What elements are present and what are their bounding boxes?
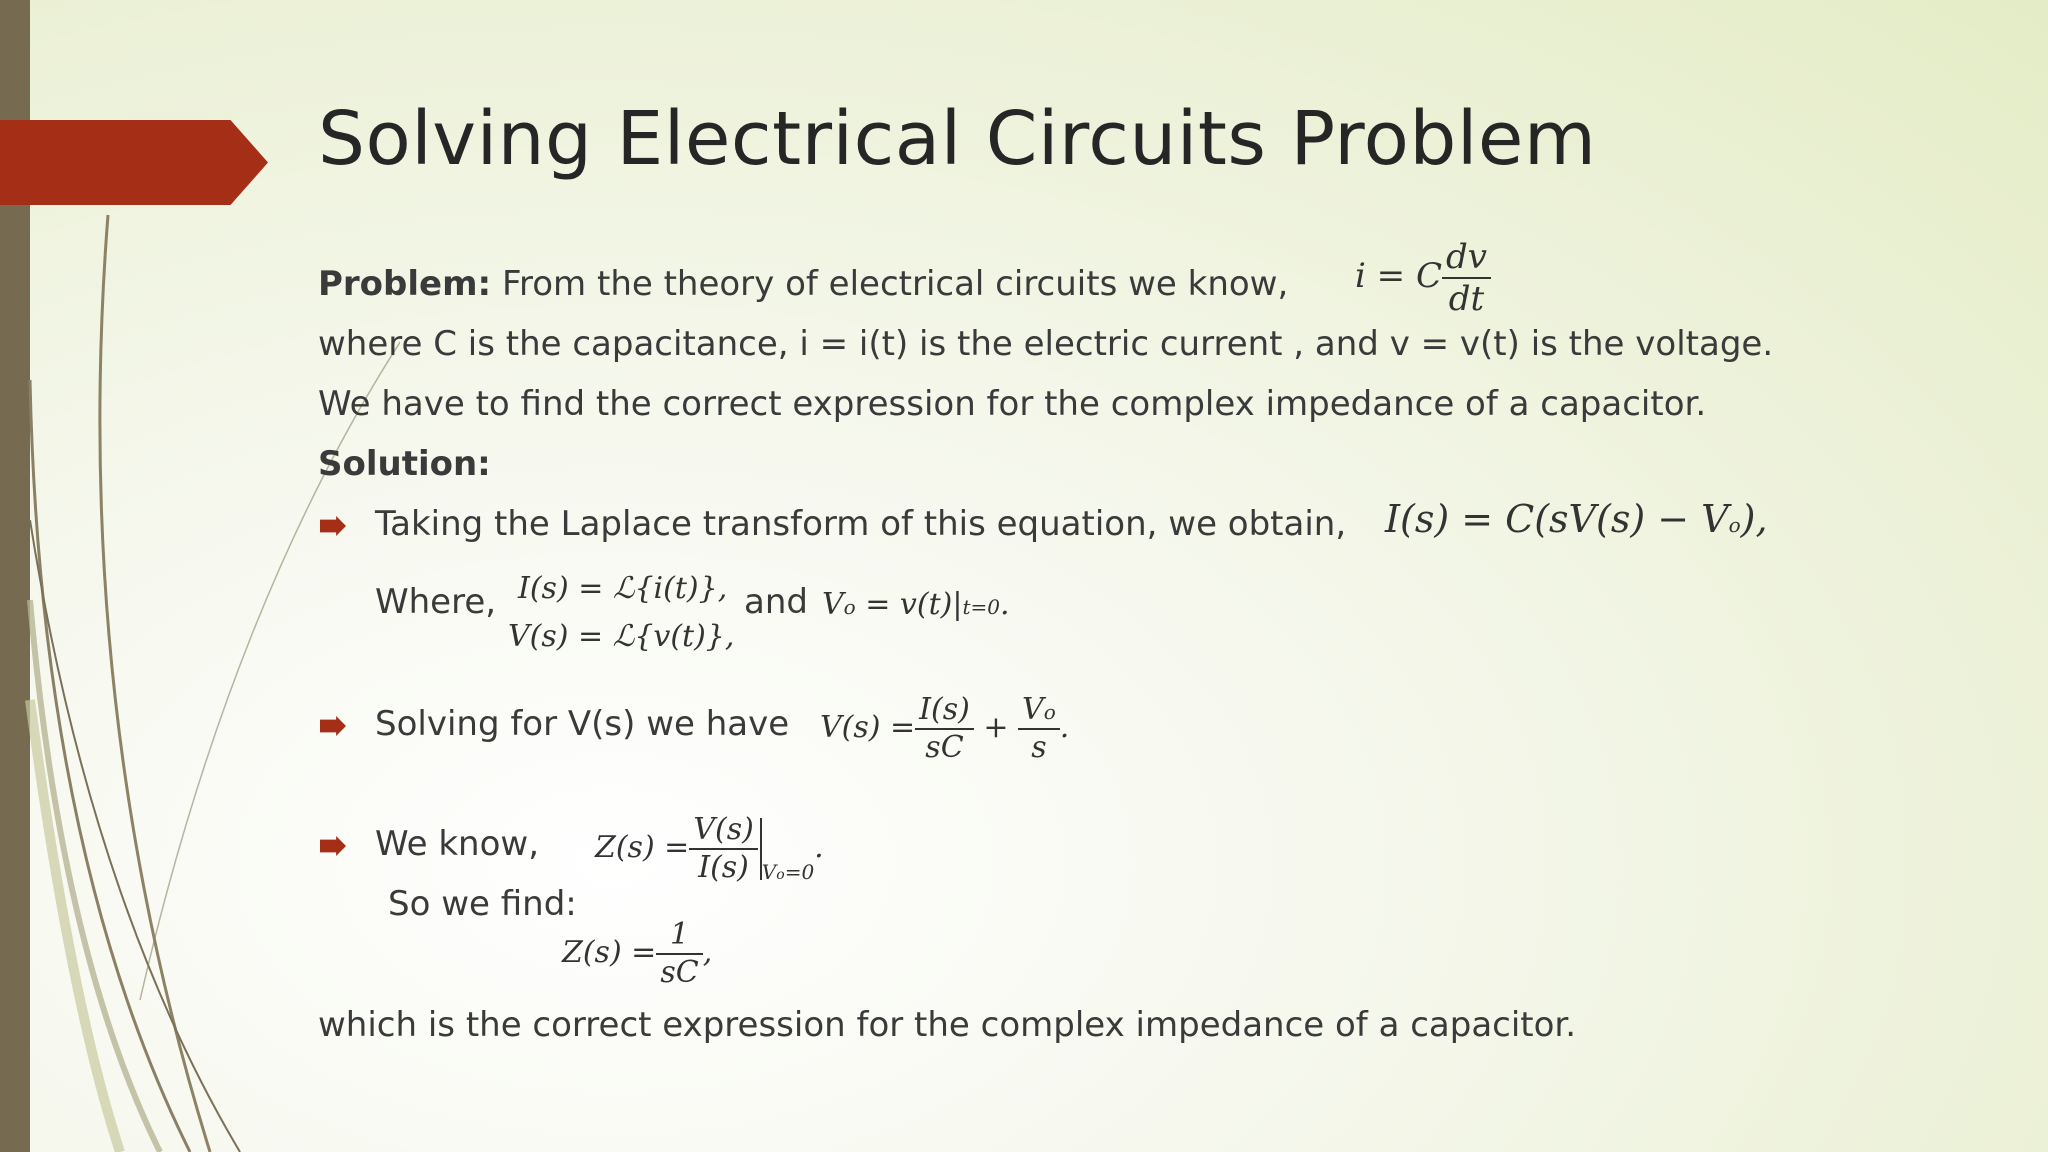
bullet-2-text: Solving for V(s) we have: [375, 704, 790, 744]
problem-line-1: Problem: From the theory of electrical circuits we know,: [318, 264, 1289, 304]
problem-line-2: where C is the capacitance, i = i(t) is the electric current , and v = v(t) is the voltage.: [318, 324, 1774, 364]
conclusion-text: which is the correct expression for the complex impedance of a capacitor.: [318, 1005, 1577, 1045]
slide-title: Solving Electrical Circuits Problem: [318, 96, 1597, 182]
so-we-find-text: So we find:: [388, 884, 577, 924]
and-label: and: [744, 582, 808, 622]
capacitor-equation: i = C $\frac{dv}{dt}$: [1355, 240, 1491, 316]
initial-voltage-definition: Vo = v(t)|t=0.: [822, 587, 1010, 622]
laplace-equation: I(s) = C(sV(s) − Vo),: [1385, 497, 1768, 541]
bullet-3-text: We know,: [375, 824, 540, 864]
laplace-definition-v: V(s) = ℒ{v(t)},: [508, 619, 735, 654]
laplace-definition-i: I(s) = ℒ{i(t)},: [518, 571, 728, 606]
capacitor-impedance-equation: Z(s) = $\frac{1}{sC}$ ,: [562, 917, 713, 990]
voltage-solution-equation: V(s) = $\frac{I(s)}{sC}$ + $\frac{Vo}{s}$ .: [820, 692, 1070, 765]
bullet-1-text: Taking the Laplace transform of this equation, we obtain,: [375, 504, 1347, 544]
problem-line-3: We have to find the correct expression for the complex impedance of a capacitor.: [318, 384, 1707, 424]
solution-label: Solution:: [318, 444, 491, 484]
where-label: Where,: [375, 582, 497, 622]
title-arrow-accent: [0, 120, 268, 205]
problem-label: Problem:: [318, 264, 492, 304]
impedance-definition-equation: Z(s) = $\frac{V(s)}{I(s)}$ $_{Vo=0}$.: [595, 812, 824, 885]
